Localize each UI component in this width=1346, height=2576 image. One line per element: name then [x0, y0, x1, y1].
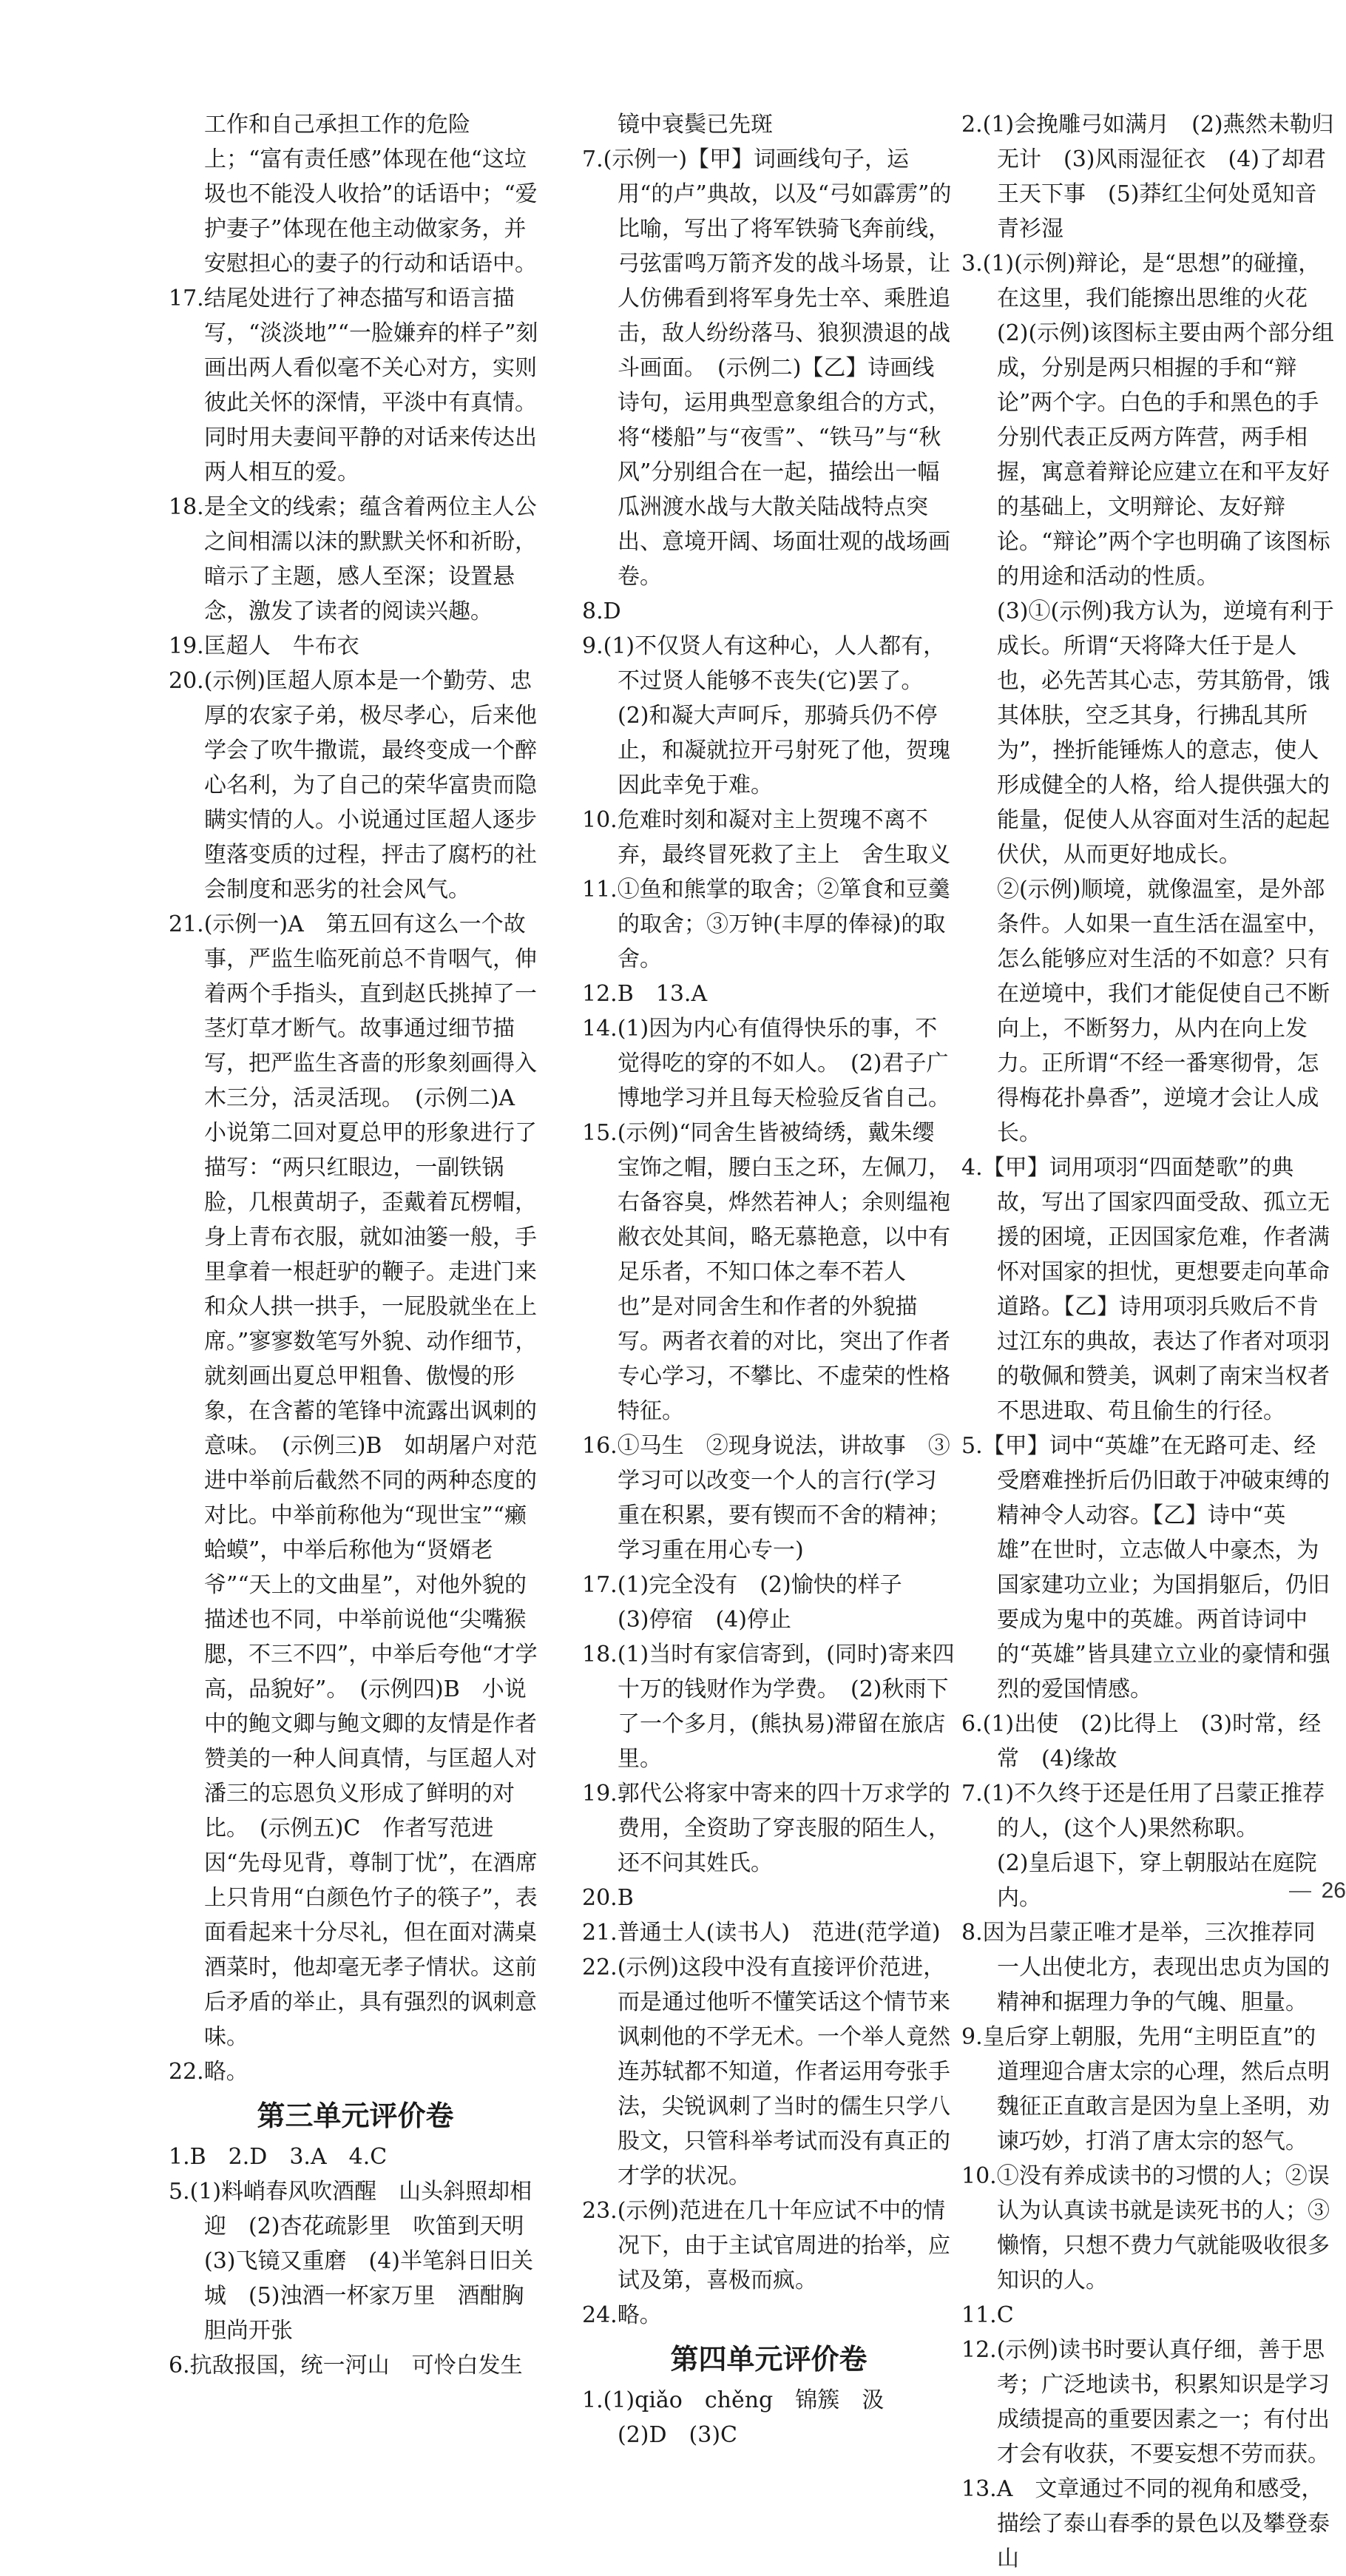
answer-item: 8.因为吕蒙正唯才是举，三次推荐同一人出使北方，表现出忠贞为国的精神和据理力争的气魄、胆量。 — [961, 1920, 1330, 2015]
answer-item: 13.A 文章通过不同的视角和感受，描绘了泰山春季的景色以及攀登泰山 — [961, 2476, 1330, 2572]
answer-subpart: ②(示例)顺境，就像温室，是外部条件。人如果一直生活在温室中，怎么能够应对生活的不如意？只有在逆境中，我们才能促使自己不断向上，不断努力，从内在向上发力。正所谓“不经一番寒彻骨，怎得梅花扑鼻香”，逆境才会让人成长。 — [997, 877, 1330, 1146]
answer-item: 12.(示例)读书时要认真仔细，善于思考；广泛地读书，积累知识是学习成绩提高的重要因素之一；有付出才会有收获，不要妄想不劳而获。 — [961, 2337, 1330, 2467]
answer-item: 17.结尾处进行了神态描写和语言描写，“淡淡地”“一脸嫌弃的样子”刻画出两人看似毫不关心对方，实则彼此关怀的深情，平淡中有真情。同时用夫妻间平静的对话来传达出两人相互的爱。 — [169, 286, 538, 485]
section-heading-unit-4: 第四单元评价卷 — [670, 2343, 868, 2376]
answer-item: 5.(1)料峭春风吹酒醒 山头斜照却相迎 (2)杏花疏影里 吹笛到天明 (3)飞镜又重磨 (4)半笔斜日旧关城 (5)浊酒一杯家万里 酒酣胸胆尚开张 — [169, 2179, 547, 2344]
answer-item: 18.(1)当时有家信寄到，(同时)寄来四十万的钱财作为学费。 (2)秋雨下了一个多月，(熊执易)滞留在旅店里。 — [582, 1642, 955, 1772]
column-2 — [582, 107, 956, 2452]
answer-item: 16.①马生 ②现身说法，讲故事 ③学习可以改变一个人的言行(学习重在积累，要有锲而不舍的精神；学习重在用心专一) — [582, 1433, 950, 1563]
answer-item: 18.是全文的线索；蕴含着两位主人公之间相濡以沫的默默关怀和祈盼，暗示了主题，感人至深；设置悬念，激发了读者的阅读兴趣。 — [169, 494, 537, 624]
answer-item: 15.(示例)“同舍生皆被绮绣，戴朱缨宝饰之帽，腰白玉之环，左佩刀，右备容臭，烨然若神人；余则缊袍敝衣处其间，略无慕艳意，以中有足乐者，不知口体之奉不若人也”是对同舍生和作者的外貌描写。两者衣着的对比，突出了作者专心学习，不攀比、不虚荣的性格特征。 — [582, 1120, 950, 1424]
answer-item: 19.匡超人 牛布衣 — [169, 633, 359, 659]
answer-item: 21.(示例一)A 第五回有这么一个故事，严监生临死前总不肯咽气，伸着两个手指头，直到赵氏挑掉了一茎灯草才断气。故事通过细节描写，把严监生吝啬的形象刻画得入木三分，活灵活现。 (示例二)A 小说第二回对夏总甲的形象进行了描写：“两只红眼边，一副铁锅脸，几根黄胡子，歪戴着瓦楞帽，身上青布衣服，就如油篓一般，手里拿着一根赶驴的鞭子。走进门来和众人拱一拱手，一屁股就坐在上席。”寥寥数笔写外貌、动作细节，就刻画出夏总甲粗鲁、傲慢的形象，在含蓄的笔锋中流露出讽刺的意味。 (示例三)B 如胡屠户对范进中举前后截然不同的两种态度的对比。中举前称他为“现世宝”“癞蛤蟆”，中举后称他为“贤婿老爷”“天上的文曲星”，对他外貌的描述也不同，中举前说他“尖嘴猴腮，不三不四”，中举后夸他“才学高，品貌好”。 (示例四)B 小说中的鲍文卿与鲍文卿的友情是作者赞美的一种人间真情，与匡超人对潘三的忘恩负义形成了鲜明的对比。 (示例五)C 作者写范进因“先母见背，尊制丁忧”，在酒席上只肯用“白颜色竹子的筷子”，表面看起来十分尽礼，但在面对满桌酒菜时，他却毫无孝子情状。这前后矛盾的举止，具有强烈的讽刺意味。 — [169, 911, 538, 2050]
answer-item: 3.(1)(示例)辩论，是“思想”的碰撞，在这里，我们能擦出思维的火花 — [961, 251, 1321, 311]
answer-item: 10.危难时刻和凝对主上贺瑰不离不弃，最终冒死救了主上 舍生取义 — [582, 807, 950, 868]
answer-item: 20.(示例)匡超人原本是一个勤劳、忠厚的农家子弟，极尽孝心，后来他学会了吹牛撒谎，最终变成一个醉心名利，为了自己的荣华富贵而隐瞒实情的人。小说通过匡超人逐步堕落变质的过程，抨击了腐朽的社会制度和恶劣的社会风气。 — [169, 668, 537, 903]
answer-item: 12.B 13.A — [582, 981, 708, 1007]
answer-item: 19.郭代公将家中寄来的四十万求学的费用，全资助了穿丧服的陌生人，还不问其姓氏。 — [582, 1781, 950, 1876]
answer-item: 10.①没有养成读书的习惯的人；②误认为认真读书就是读死书的人；③懒惰，只想不费力气就能吸收很多知识的人。 — [961, 2163, 1330, 2293]
answer-item: 8.D — [582, 599, 621, 624]
column-3 — [961, 107, 1339, 2576]
answer-subpart: (2)D (3)C — [618, 2422, 737, 2448]
answer-item: 9.皇后穿上朝服，先用“主明臣直”的道理迎合唐太宗的心理，然后点明魏征正直敢言是因为皇上圣明，劝谏巧妙，打消了唐太宗的怒气。 — [961, 2024, 1330, 2154]
answer-item: 24.略。 — [582, 2302, 662, 2328]
answer-item: 6.(1)出使 (2)比得上 (3)时常，经常 (4)缘故 — [961, 1711, 1322, 1772]
answer-item: 20.B — [582, 1885, 634, 1911]
answer-item: 1.(1)qiǎo chěng 锦簇 汲 — [582, 2387, 885, 2413]
answer-subpart: (2)皇后退下，穿上朝服站在庭院内。 — [997, 1850, 1317, 1911]
answer-item: 7.(示例一)【甲】词画线句子，运用“的卢”典故，以及“弓如霹雳”的比喻，写出了将军铁骑飞奔前线，弓弦雷鸣万箭齐发的战斗场景，让人仿佛看到将军身先士卒、乘胜追击，敌人纷纷落马、狼狈溃退的战斗画面。 (示例二)【乙】诗画线诗句，运用典型意象组合的方式，将“楼船”与“夜雪”、“铁马”与“秋风”分别组合在一起，描绘出一幅瓜洲渡水战与大散关陆战特点突出、意境开阔、场面壮观的战场画卷。 — [582, 146, 952, 590]
page-number — [1289, 1878, 1346, 1904]
answer-subpart: (2)和凝大声呵斥，那骑兵仍不停止，和凝就拉开弓射死了他，贺瑰因此幸免于难。 — [618, 703, 950, 798]
answer-item: 6.抗敌报国，统一河山 可怜白发生 — [169, 2353, 523, 2378]
page-number-text: 26 — [1321, 1878, 1346, 1903]
page-number-rule — [1289, 1891, 1311, 1892]
answer-item: 5.【甲】词中“英雄”在无路可走、经受磨难挫折后仍旧敢于冲破束缚的精神令人动容。【乙】诗中“英雄”在世时，立志做人中豪杰，为国家建功立业；为国捐躯后，仍旧要成为鬼中的英雄。两首诗词中的“英雄”皆具建立立业的豪情和强烈的爱国情感。 — [961, 1433, 1330, 1702]
answer-item: 7.(1)不久终于还是任用了吕蒙正推荐的人，(这个人)果然称职。 — [961, 1781, 1325, 1841]
answer-item: 22.(示例)这段中没有直接评价范进，而是通过他听不懂笑话这个情节来讽刺他的不学无术。一个举人竟然连苏轼都不知道，作者运用夸张手法，尖锐讽刺了当时的儒生只学八股文，只管科举考试而没有真正的才学的状况。 — [582, 1955, 950, 2189]
answer-item: 21.普通士人(读书人) 范进(范学道) — [582, 1920, 941, 1946]
answer-item: 22.略。 — [169, 2059, 248, 2085]
answer-item: 1.B 2.D 3.A 4.C — [169, 2144, 388, 2170]
section-heading-unit-3: 第三单元评价卷 — [257, 2100, 454, 2132]
answer-item: 11.①鱼和熊掌的取舍；②箪食和豆羹的取舍；③万钟(丰厚的俸禄)的取舍。 — [582, 877, 950, 972]
answer-item: 14.(1)因为内心有值得快乐的事，不觉得吃的穿的不如人。 (2)君子广博地学习并且每天检验反省自己。 — [582, 1016, 950, 1111]
column-1 — [169, 107, 547, 2383]
answer-subpart: (3)①(示例)我方认为，逆境有利于成长。所谓“天将降大任于是人也，必先苦其心志，劳其筋骨，饿其体肤，空乏其身，行拂乱其所为”，挫折能锤炼人的意志，使人形成健全的人格，给人提供强大的能量，促使人从容面对生活的起起伏伏，从而更好地成长。 — [997, 599, 1334, 868]
answer-item: 2.(1)会挽雕弓如满月 (2)燕然未勒归无计 (3)风雨湿征衣 (4)了却君王天下事 (5)莽红尘何处觅知音 青衫湿 — [961, 112, 1339, 242]
col2-lead-text: 镜中衰鬓已先斑 — [618, 112, 773, 138]
col1-lead-text: 工作和自己承担工作的危险上；“富有责任感”体现在他“这垃圾也不能没人收拾”的话语中；“爱护妻子”体现在他主动做家务，并安慰担心的妻子的行动和话语中。 — [204, 112, 538, 277]
answer-subpart: (2)(示例)该图标主要由两个部分组成，分别是两只相握的手和“辩论”两个字。白色的手和黑色的手分别代表正反两方阵营，两手相握，寓意着辩论应建立在和平友好的基础上，文明辩论、友好辩论。“辩论”两个字也明确了该图标的用途和活动的性质。 — [997, 320, 1334, 590]
answer-item: 4.【甲】词用项羽“四面楚歌”的典故，写出了国家四面受敌、孤立无援的困境，正因国家危难，作者满怀对国家的担忧，更想要走向革命道路。【乙】诗用项羽兵败后不肯过江东的典故，表达了作者对项羽的敬佩和赞美，讽刺了南宋当权者不思进取、苟且偷生的行径。 — [961, 1155, 1330, 1424]
answer-item: 9.(1)不仅贤人有这种心，人人都有，不过贤人能够不丧失(它)罢了。 — [582, 633, 946, 694]
answer-item: 11.C — [961, 2302, 1014, 2328]
answer-item: 23.(示例)范进在几十年应试不中的情况下，由于主试官周进的抬举，应试及第，喜极而疯。 — [582, 2198, 950, 2293]
answer-item: 17.(1)完全没有 (2)愉快的样子 (3)停宿 (4)停止 — [582, 1572, 924, 1633]
